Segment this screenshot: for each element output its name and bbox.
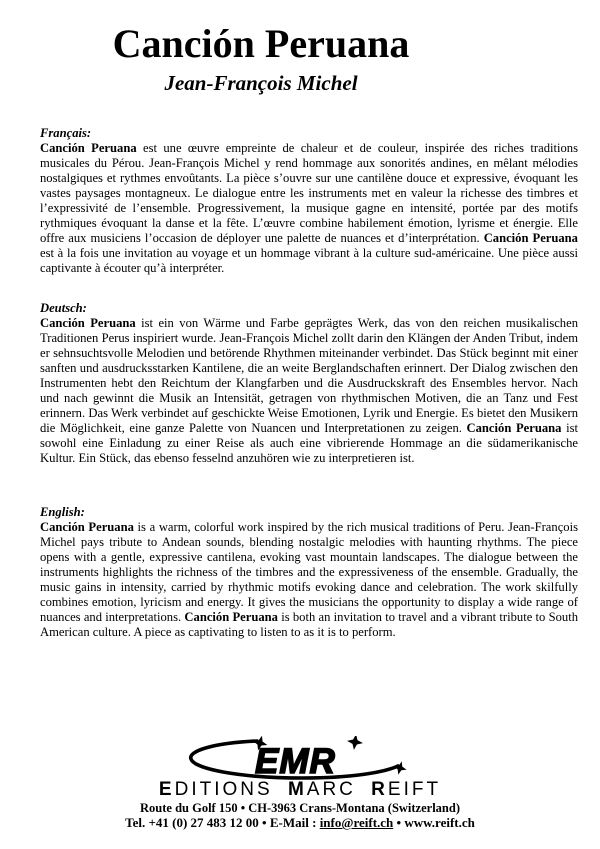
work-name-bold: Canción Peruana bbox=[40, 520, 134, 534]
star-icon bbox=[346, 736, 364, 751]
section-heading-french: Français: bbox=[40, 126, 92, 140]
work-name-bold: Canción Peruana bbox=[466, 421, 562, 435]
body-text: ist sowohl eine Einladung zu einer Reise als auch eine vibrierende Hommage an die südamerikanische Kultur. Ein Stück, das ebenso fesselnd anzuhören wie zu interpretieren ist. bbox=[40, 421, 578, 465]
paragraph-french bbox=[40, 141, 578, 276]
composer-name: Jean-François Michel bbox=[164, 71, 358, 95]
title-block bbox=[0, 20, 522, 96]
publisher-initial: R bbox=[371, 779, 388, 800]
emr-logo-text: EMR bbox=[255, 742, 336, 781]
email-link[interactable]: info@reift.ch bbox=[319, 815, 394, 830]
section-french bbox=[40, 126, 578, 276]
publisher-word: DITIONS bbox=[174, 779, 273, 800]
work-name-bold: Canción Peruana bbox=[40, 316, 136, 330]
publisher-initial: M bbox=[287, 779, 307, 800]
section-english bbox=[40, 505, 578, 640]
body-text: is a warm, colorful work inspired by the rich musical traditions of Peru. Jean-François Michel pays tribute to Andean sounds, blending nostalgic melodies with haunting rhythms. The piece opens with a gentle, expressive cantilena, evoking vast mountain landscapes. The dialogue between the instruments highlights the richness of the timbres and the expressiveness of the ensemble. Gradually, the music gains in intensity, carried by rhythmic motifs evoking dance and celebration. The work skilfully combines emotion, lyricism and energy. It gives the musicians the opportunity to display a wide range of nuances and interpretations. bbox=[40, 520, 578, 624]
contact-suffix: • www.reift.ch bbox=[393, 815, 475, 830]
section-german bbox=[40, 301, 578, 466]
paragraph-english bbox=[40, 520, 578, 640]
address-line: Route du Golf 150 • CH-3963 Crans-Montana (Switzerland) bbox=[140, 801, 460, 815]
emr-logo bbox=[185, 736, 415, 782]
body-text: est à la fois une invitation au voyage et un hommage vibrant à la culture sud-américaine. Une pièce aussi captivante à écouter qu’à interpréter. bbox=[40, 246, 578, 275]
body-text: ist ein von Wärme und Farbe geprägtes Werk, das von den reichen musikalischen Traditionen Perus inspiriert wurde. Jean-François Michel zollt darin den Klängen der Anden Tribut, indem er sehnsuchtsvolle Melodien und betörende Rhythmen miteinander verbindet. Das Stück beginnt mit einer sanften und ausdrucksstarken Kantilene, die an weite Berglandschaften erinnert. Der Dialog zwischen den Instrumenten hebt den Reichtum der Klangfarben und die Ausdruckskraft des Ensembles hervor. Nach und nach gewinnt die Musik an Intensität, getragen von rhythmischen Motiven, die an Tanz und Fest erinnern. Das Werk verbindet auf geschickte Weise Emotionen, Lyrik und Energie. Es bietet den Musikern die Möglichkeit, eine ganze Palette von Nuancen und Interpretationen zu zeigen. bbox=[40, 316, 578, 435]
contact-prefix: Tel. +41 (0) 27 483 12 00 • E-Mail : bbox=[125, 815, 320, 830]
publisher-initial: E bbox=[158, 779, 175, 800]
page-title: Canción Peruana bbox=[112, 21, 410, 66]
publisher-footer bbox=[0, 736, 600, 830]
work-name-bold: Canción Peruana bbox=[40, 141, 137, 155]
work-name-bold: Canción Peruana bbox=[483, 231, 578, 245]
paragraph-german bbox=[40, 316, 578, 466]
publisher-word: ARC bbox=[306, 779, 356, 800]
section-heading-english: English: bbox=[40, 505, 85, 519]
section-heading-german: Deutsch: bbox=[40, 301, 87, 315]
body-text: est une œuvre empreinte de chaleur et de couleur, inspirée des riches traditions musicales du Pérou. Jean-François Michel y rend hommage aux sonorités andines, en mêlant mélodies nostalgiques et rythmes envoûtants. La pièce s’ouvre sur une cantilène douce et expressive, évoquant les vastes paysages montagneux. Le dialogue entre les instruments met en valeur la richesse des timbres et l’expressivité de l’ensemble. Progressivement, la musique gagne en intensité, portée par des motifs rythmiques évoquant la danse et la fête. L’œuvre combine habilement émotion, lyrisme et énergie. Elle offre aux musiciens l’occasion de déployer une palette de nuances et d’interprétation. bbox=[40, 141, 578, 245]
work-name-bold: Canción Peruana bbox=[184, 610, 278, 624]
publisher-name bbox=[0, 780, 600, 799]
publisher-word: EIFT bbox=[387, 779, 442, 800]
contact-line bbox=[0, 815, 600, 830]
body-text: is both an invitation to travel and a vibrant tribute to South American culture. A piece as captivating to listen to as it is to perform. bbox=[40, 610, 579, 639]
